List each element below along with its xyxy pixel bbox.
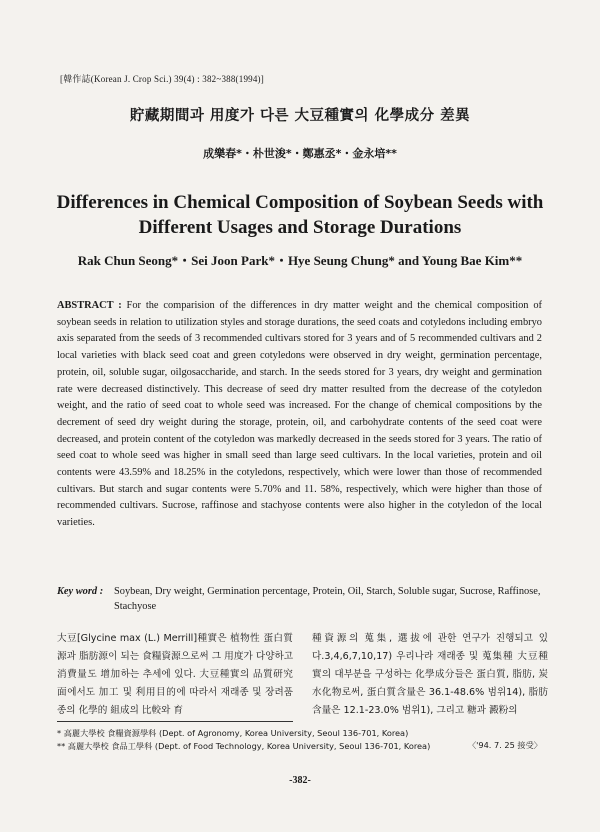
english-authors: Rak Chun Seong*・Sei Joon Park*・Hye Seung Chung* and Young Bae Kim** [77,253,523,268]
english-title-line1: Differences in Chemical Composition of Soybean Seeds with [56,192,544,213]
page-number: -382- [289,775,311,786]
received-date: 〈'94. 7. 25 接受〉 [467,740,542,750]
abstract [57,298,542,532]
abstract-text: For the comparision of the differences in dry matter weight and the chemical composition of soybean seeds in relation to utilization styles and storage durations, the seed coats and cotyledons including embryo axis separated from the seeds of 3 recommended cultivars stored for 3 years and of 5 recommended cultivars and 2 local varieties with black seed coat and green cotyledons were observed in dry weight, germination percentage, protein, oil, soluble sugar, oilgosaccharide, and starch. In the seeds stored for 3 years, dry weight and germination rate were decreased distinctively. This decrease of seed dry matter resulted from the decrease of the cotyledon weight, and the ratio of seed coat to whole seed was increased. For the change of chemical compositions by the decrement of seed dry weight during the storage, protein, oil, and carbohydrate contents of the seed coat were decreased, and protein content of the cotyledon was markedly decreased in the seeds stored for 3 years. The ratio of seed coat to whole seed was higher in small seed than large seed cultivars. In the local varieties, protein and oil contents were 43.59% and 18.25% in the cotyledons, respectively, which were lower than those of recommended cultivars. But starch and sugar contents were 5.70% and 11. 58%, respectively, which were higher than those of recommended cultivars. Sucrose, raffinose and stachyose contents were also higher in the cotyledon of the local varieties. [57,300,542,529]
english-title [0,190,600,240]
keyword-text: Soybean, Dry weight, Germination percentage, Protein, Oil, Starch, Soluble sugar, Sucrose, Raffinose, Stachyose [114,586,541,612]
korean-authors: 成樂春*・朴世浚*・鄭惠丞*・金永培** [203,147,397,160]
keyword-label: Key word : [57,586,104,597]
english-title-line2: Different Usages and Storage Durations [138,217,462,238]
footnote-affiliation-1: * 高麗大學校 食糧資源學科 (Dept. of Agronomy, Korea University, Seoul 136-701, Korea) [57,728,409,738]
korean-title: 貯藏期間과 用度가 다른 大豆種實의 化學成分 差異 [129,108,471,124]
footnote-divider [57,721,293,722]
footnote-affiliation-2: ** 高麗大學校 食品工學科 (Dept. of Food Technology, Korea University, Seoul 136-701, Korea) [57,741,431,751]
keywords [57,584,547,614]
journal-reference: [韓作誌(Korean J. Crop Sci.) 39(4) : 382~388(1994)] [60,74,264,84]
body-column-right: 種資源의 蒐集, 選拔에 관한 연구가 진행되고 있다.3,4,6,7,10,17) 우리나라 재래종 및 蒐集種 大豆種實의 대부분을 구성하는 化學成分들은 蛋白質, 脂肪, 炭水化物로써, 蛋白質含量은 36.1-48.6% 범위14), 脂肪含量은 12.1-23.0% 범위1), 그리고 糖과 澱粉의 [312,633,548,716]
body-column-left: 大豆[Glycine max (L.) Merrill]種實은 植物性 蛋白質源과 脂肪源이 되는 食糧資源으로써 그 用度가 다양하고 消費量도 增加하는 추세에 있다. 大豆種實의 品質研究面에서도 加工 및 利用目的에 따라서 재래종 및 장려품종의 化學的 組成의 比較와 育 [57,633,293,716]
abstract-label: ABSTRACT : [57,300,122,311]
